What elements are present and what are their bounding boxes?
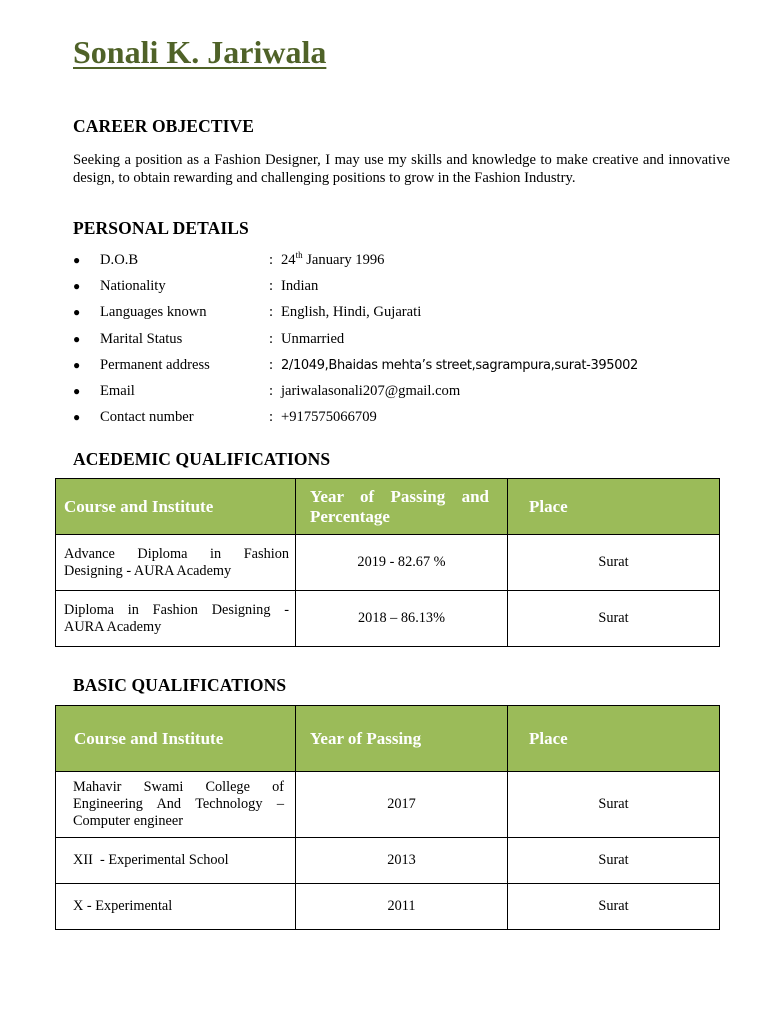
dob-rest: January 1996 bbox=[302, 251, 385, 268]
basic-table bbox=[55, 705, 720, 930]
column-header: Place bbox=[508, 479, 720, 535]
detail-label: Marital Status bbox=[100, 330, 183, 347]
course-cell: Diploma in Fashion Designing - AURA Academy bbox=[56, 591, 296, 647]
detail-nationality bbox=[73, 273, 733, 299]
colon-separator: : bbox=[269, 356, 274, 373]
candidate-name: Sonali K. Jariwala bbox=[73, 34, 327, 70]
detail-marital-status bbox=[73, 326, 733, 352]
career-objective-heading: CAREER OBJECTIVE bbox=[73, 116, 255, 136]
year-cell: 2011 bbox=[296, 884, 508, 930]
column-header: Place bbox=[508, 706, 720, 772]
colon-separator: : bbox=[269, 409, 274, 426]
detail-value: English, Hindi, Gujarati bbox=[281, 304, 422, 321]
bullet-icon: ● bbox=[73, 252, 81, 267]
detail-label: Permanent address bbox=[100, 356, 210, 373]
column-header: Year of Passing and Percentage bbox=[296, 479, 508, 535]
detail-value: jariwalasonali207@gmail.com bbox=[281, 383, 461, 400]
table-header-row bbox=[56, 479, 720, 535]
basic-heading: BASIC QUALIFICATIONS bbox=[73, 675, 287, 695]
table-row bbox=[56, 591, 720, 647]
column-header: Course and Institute bbox=[56, 479, 296, 535]
detail-value: 2/1049,Bhaidas mehta’s street,sagrampura,surat-395002 bbox=[281, 357, 638, 373]
bullet-icon: ● bbox=[73, 384, 81, 399]
year-cell: 2018 – 86.13% bbox=[296, 591, 508, 647]
place-cell: Surat bbox=[508, 772, 720, 838]
bullet-icon: ● bbox=[73, 357, 81, 372]
detail-value bbox=[281, 249, 385, 269]
dob-suffix: th bbox=[295, 249, 303, 260]
course-cell: Mahavir Swami College of Engineering And Technology – Computer engineer bbox=[56, 772, 296, 838]
bullet-icon: ● bbox=[73, 410, 81, 425]
academic-heading: ACEDEMIC QUALIFICATIONS bbox=[73, 449, 331, 469]
detail-contact bbox=[73, 405, 733, 431]
detail-label: D.O.B bbox=[100, 251, 139, 268]
course-cell: X - Experimental bbox=[56, 884, 296, 930]
bullet-icon: ● bbox=[73, 331, 81, 346]
course-cell: XII - Experimental School bbox=[56, 838, 296, 884]
table-row bbox=[56, 884, 720, 930]
personal-details-heading: PERSONAL DETAILS bbox=[73, 218, 249, 238]
detail-label: Contact number bbox=[100, 409, 194, 426]
detail-value: Unmarried bbox=[281, 330, 345, 347]
year-cell: 2013 bbox=[296, 838, 508, 884]
colon-separator: : bbox=[269, 304, 274, 321]
place-cell: Surat bbox=[508, 535, 720, 591]
column-header: Year of Passing bbox=[296, 706, 508, 772]
detail-label: Nationality bbox=[100, 277, 166, 294]
table-header-row bbox=[56, 706, 720, 772]
detail-address bbox=[73, 352, 733, 378]
place-cell: Surat bbox=[508, 884, 720, 930]
column-header: Course and Institute bbox=[56, 706, 296, 772]
year-cell: 2017 bbox=[296, 772, 508, 838]
colon-separator: : bbox=[269, 251, 274, 268]
detail-languages bbox=[73, 300, 733, 326]
detail-value: Indian bbox=[281, 277, 319, 294]
career-objective-text: Seeking a position as a Fashion Designer, I may use my skills and knowledge to make creative and innovative design, to obtain rewarding and challenging positions to grow in the Fashion Industry. bbox=[73, 152, 730, 186]
personal-details-list bbox=[73, 247, 733, 431]
year-cell: 2019 - 82.67 % bbox=[296, 535, 508, 591]
colon-separator: : bbox=[269, 383, 274, 400]
detail-label: Languages known bbox=[100, 304, 207, 321]
colon-separator: : bbox=[269, 277, 274, 294]
bullet-icon: ● bbox=[73, 278, 81, 293]
academic-table bbox=[55, 478, 720, 647]
table-row bbox=[56, 838, 720, 884]
detail-email bbox=[73, 378, 733, 404]
place-cell: Surat bbox=[508, 591, 720, 647]
place-cell: Surat bbox=[508, 838, 720, 884]
table-row bbox=[56, 535, 720, 591]
detail-label: Email bbox=[100, 383, 135, 400]
detail-dob bbox=[73, 247, 733, 273]
dob-day: 24 bbox=[281, 251, 296, 268]
bullet-icon: ● bbox=[73, 305, 81, 320]
course-cell: Advance Diploma in Fashion Designing - AURA Academy bbox=[56, 535, 296, 591]
detail-value: +917575066709 bbox=[281, 409, 377, 426]
colon-separator: : bbox=[269, 330, 274, 347]
table-row bbox=[56, 772, 720, 838]
